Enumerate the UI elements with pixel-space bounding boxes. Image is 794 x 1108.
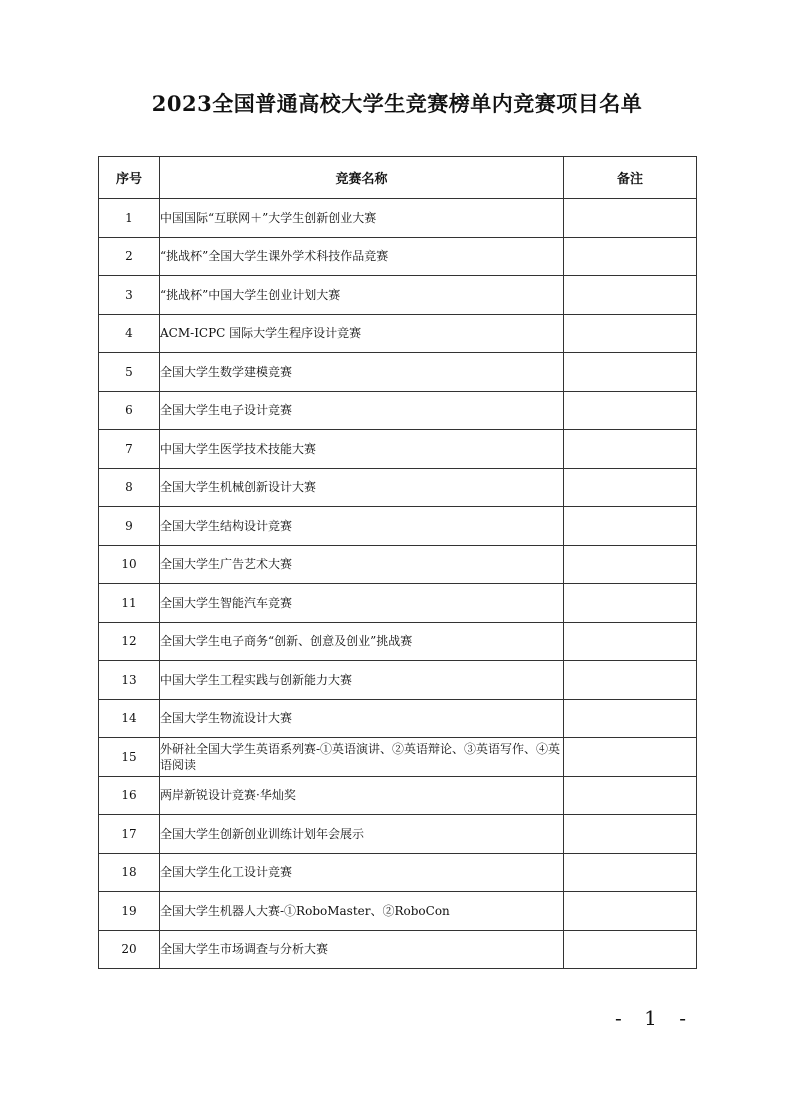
competition-name: 外研社全国大学生英语系列赛-①英语演讲、②英语辩论、③英语写作、④英语阅读 <box>160 738 564 777</box>
document-title: 2023全国普通高校大学生竞赛榜单内竞赛项目名单 <box>151 91 643 116</box>
table-row <box>99 776 697 815</box>
table-row <box>99 237 697 276</box>
competition-name: 全国大学生机器人大赛-①RoboMaster、②RoboCon <box>160 892 564 931</box>
row-number: 5 <box>99 353 160 392</box>
table-row <box>99 430 697 469</box>
row-number: 17 <box>99 815 160 854</box>
row-number: 9 <box>99 507 160 546</box>
row-note <box>564 353 697 392</box>
row-note <box>564 507 697 546</box>
competition-table <box>98 156 697 969</box>
row-note <box>564 276 697 315</box>
row-number: 18 <box>99 853 160 892</box>
row-note <box>564 622 697 661</box>
row-note <box>564 892 697 931</box>
row-note <box>564 199 697 238</box>
table-row <box>99 391 697 430</box>
header-name: 竞赛名称 <box>160 157 564 199</box>
row-note <box>564 738 697 777</box>
competition-name: ACM-ICPC 国际大学生程序设计竞赛 <box>160 314 564 353</box>
row-note <box>564 815 697 854</box>
row-note <box>564 699 697 738</box>
row-number: 7 <box>99 430 160 469</box>
competition-name: 全国大学生广告艺术大赛 <box>160 545 564 584</box>
table-row <box>99 930 697 969</box>
competition-name: 全国大学生结构设计竞赛 <box>160 507 564 546</box>
header-num: 序号 <box>99 157 160 199</box>
competition-name: 中国大学生医学技术技能大赛 <box>160 430 564 469</box>
competition-name: 全国大学生物流设计大赛 <box>160 699 564 738</box>
table-row <box>99 507 697 546</box>
row-note <box>564 661 697 700</box>
table-row <box>99 199 697 238</box>
row-number: 14 <box>99 699 160 738</box>
table-row <box>99 468 697 507</box>
competition-name: 全国大学生市场调查与分析大赛 <box>160 930 564 969</box>
row-number: 12 <box>99 622 160 661</box>
row-number: 11 <box>99 584 160 623</box>
row-note <box>564 237 697 276</box>
row-number: 2 <box>99 237 160 276</box>
table-row <box>99 699 697 738</box>
row-note <box>564 853 697 892</box>
row-note <box>564 584 697 623</box>
row-number: 4 <box>99 314 160 353</box>
table-row <box>99 584 697 623</box>
competition-name: 全国大学生智能汽车竞赛 <box>160 584 564 623</box>
table-row <box>99 661 697 700</box>
table-row <box>99 622 697 661</box>
row-note <box>564 930 697 969</box>
table-row <box>99 545 697 584</box>
row-number: 19 <box>99 892 160 931</box>
row-number: 16 <box>99 776 160 815</box>
competition-name: 全国大学生化工设计竞赛 <box>160 853 564 892</box>
table-row <box>99 853 697 892</box>
table-row <box>99 738 697 777</box>
row-note <box>564 545 697 584</box>
row-number: 20 <box>99 930 160 969</box>
row-note <box>564 314 697 353</box>
competition-name: “挑战杯”中国大学生创业计划大赛 <box>160 276 564 315</box>
table-row <box>99 353 697 392</box>
row-number: 1 <box>99 199 160 238</box>
table-header-row <box>99 157 697 199</box>
row-note <box>564 430 697 469</box>
competition-name: 全国大学生电子商务“创新、创意及创业”挑战赛 <box>160 622 564 661</box>
competition-name: 两岸新锐设计竞赛·华灿奖 <box>160 776 564 815</box>
header-note: 备注 <box>564 157 697 199</box>
row-number: 6 <box>99 391 160 430</box>
row-number: 10 <box>99 545 160 584</box>
row-note <box>564 776 697 815</box>
row-number: 15 <box>99 738 160 777</box>
competition-name: 全国大学生数学建模竞赛 <box>160 353 564 392</box>
table-row <box>99 815 697 854</box>
competition-name: 全国大学生机械创新设计大赛 <box>160 468 564 507</box>
table-row <box>99 276 697 315</box>
table-row <box>99 314 697 353</box>
row-number: 3 <box>99 276 160 315</box>
row-number: 13 <box>99 661 160 700</box>
page-number: - 1 - <box>615 1006 694 1030</box>
row-note <box>564 391 697 430</box>
competition-name: 中国大学生工程实践与创新能力大赛 <box>160 661 564 700</box>
row-number: 8 <box>99 468 160 507</box>
row-note <box>564 468 697 507</box>
competition-name: 全国大学生创新创业训练计划年会展示 <box>160 815 564 854</box>
competition-name: “挑战杯”全国大学生课外学术科技作品竞赛 <box>160 237 564 276</box>
competition-name: 全国大学生电子设计竞赛 <box>160 391 564 430</box>
competition-name: 中国国际“互联网＋”大学生创新创业大赛 <box>160 199 564 238</box>
table-row <box>99 892 697 931</box>
